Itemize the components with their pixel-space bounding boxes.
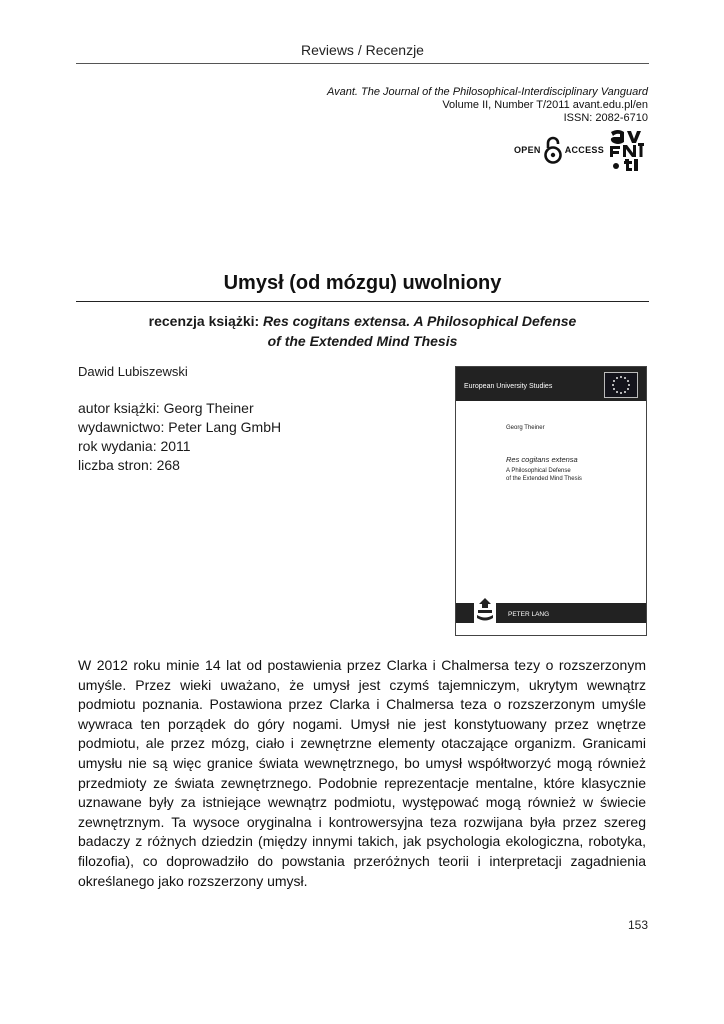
- cover-series: European University Studies: [464, 383, 553, 390]
- journal-name: Avant. The Journal of the Philosophical-Interdisciplinary Vanguard: [326, 86, 648, 98]
- journal-volume: Volume II, Number T/2011 avant.edu.pl/en: [442, 99, 648, 111]
- book-title-line-1: Res cogitans extensa. A Philosophical Defense: [263, 313, 577, 329]
- open-access-left-text: OPEN: [513, 145, 541, 155]
- eu-flag-icon: [604, 372, 638, 398]
- peter-lang-logo-icon: [474, 595, 496, 623]
- open-access-logo: [514, 135, 604, 165]
- open-access-lock-icon: [543, 135, 563, 165]
- cover-subtitle-line-1: A Philosophical Defense: [506, 468, 571, 474]
- journal-logos: [514, 128, 648, 172]
- cover-subtitle: [506, 468, 582, 483]
- book-pages: liczba stron: 268: [78, 457, 180, 473]
- article-subtitle: [96, 311, 629, 351]
- book-publisher: wydawnictwo: Peter Lang GmbH: [78, 419, 282, 435]
- running-head: Reviews / Recenzje: [76, 42, 649, 64]
- cover-publisher: PETER LANG: [508, 611, 550, 618]
- book-author: autor książki: Georg Theiner: [78, 400, 254, 416]
- book-cover: [455, 366, 647, 636]
- avant-logo-icon: [608, 128, 648, 172]
- review-author: Dawid Lubiszewski: [78, 364, 188, 379]
- page-number: 153: [627, 918, 648, 932]
- journal-issn: ISSN: 2082-6710: [563, 112, 648, 124]
- cover-title: Res cogitans extensa: [506, 455, 578, 464]
- body-text: [78, 656, 646, 891]
- article-title: Umysł (od mózgu) uwolniony: [76, 272, 649, 302]
- eu-stars: [605, 373, 637, 397]
- cover-subtitle-line-2: of the Extended Mind Thesis: [506, 475, 582, 482]
- body-paragraph: W 2012 roku minie 14 lat od postawienia przez Clarka i Chalmersa tezy o rozszerzonym umyśle. Przez wieki uważano, że umysł jest czymś tajemniczym, ukrytym wewnątrz podmiotu poznania. Postawiona przez Clarka i Chalmersa teza o rozszerzonym umyśle wywraca ten porządek do góry nogami. Umysł nie jest konstytuowany przez wnętrze podmiotu, ale przez mózg, ciało i zewnętrzne elementy otaczające organizm. Granicami umysłu nie są więc granice świata wewnętrznego, bo umysł współtworzyć mogą również przedmioty ze świata zewnętrznego. Podobnie reprezentacje mentalne, które klasycznie uznawane były za istniejące wewnątrz podmiotu, występować mogą również w świecie zewnętrznym. Ta wysoce oryginalna i kontrowersyjna teza rozwijana była przez szereg badaczy z różnych dziedzin (między innymi takich, jak psychologia ekologiczna, robotyka, filozofia), co doprowadziło do powstania przeróżnych teorii i interpretacji zagadnienia określanego jako rozszerzony umysł.: [78, 657, 646, 889]
- book-metadata: [78, 399, 281, 475]
- book-title-line-2: of the Extended Mind Thesis: [267, 333, 458, 349]
- journal-info: [228, 86, 648, 125]
- book-year: rok wydania: 2011: [78, 438, 191, 454]
- subtitle-prefix: recenzja książki:: [148, 313, 264, 329]
- avant-logo: [608, 128, 648, 172]
- cover-author: Georg Theiner: [506, 425, 545, 431]
- open-access-right-text: ACCESS: [564, 145, 604, 155]
